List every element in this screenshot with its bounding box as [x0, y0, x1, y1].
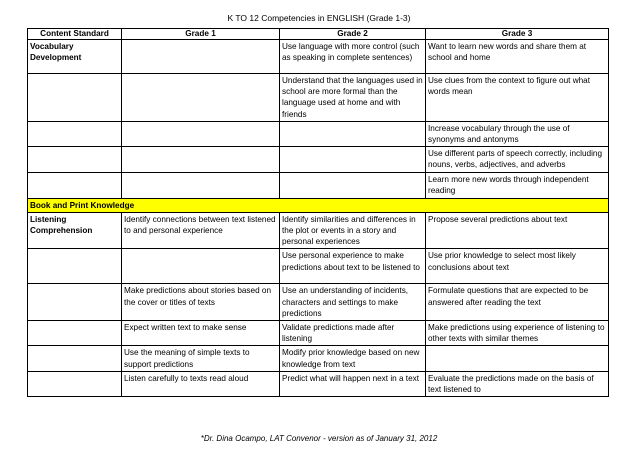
grade2-cell: Identify similarities and differences in the plot or events in a story and personal experiences	[280, 212, 426, 249]
header-content-standard: Content Standard	[28, 29, 122, 40]
grade2-cell: Understand that the languages used in school are more formal than the language used at home and with friends	[280, 74, 426, 122]
row-label	[28, 321, 122, 346]
grade3-cell: Propose several predictions about text	[426, 212, 609, 249]
row-label	[28, 74, 122, 122]
grade2-cell: Validate predictions made after listening	[280, 321, 426, 346]
table-row	[28, 121, 609, 146]
grade1-cell	[122, 74, 280, 122]
row-label	[28, 147, 122, 173]
row-label: Listening Comprehension	[28, 212, 122, 249]
grade3-cell: Use clues from the context to figure out what words mean	[426, 74, 609, 122]
grade1-cell	[122, 173, 280, 198]
grade3-cell: Evaluate the predictions made on the basis of text listened to	[426, 371, 609, 396]
grade2-cell	[280, 147, 426, 173]
grade1-cell	[122, 40, 280, 74]
table-row	[28, 346, 609, 371]
grade2-cell: Use personal experience to make predictions about text to be listened to	[280, 249, 426, 284]
grade3-cell	[426, 346, 609, 371]
section-header-row	[28, 198, 609, 212]
grade3-cell: Learn more new words through independent reading	[426, 173, 609, 198]
grade1-cell: Listen carefully to texts read aloud	[122, 371, 280, 396]
table-row	[28, 74, 609, 122]
grade1-cell	[122, 121, 280, 146]
header-grade-1: Grade 1	[122, 29, 280, 40]
document-title: K TO 12 Competencies in ENGLISH (Grade 1-3)	[227, 13, 411, 23]
grade2-cell	[280, 173, 426, 198]
grade2-cell: Use an understanding of incidents, characters and settings to make predictions	[280, 284, 426, 321]
grade1-cell	[122, 249, 280, 284]
table-row	[28, 371, 609, 396]
grade3-cell: Make predictions using experience of listening to other texts with similar themes	[426, 321, 609, 346]
footer-note: *Dr. Dina Ocampo, LAT Convenor - version as of January 31, 2012	[200, 434, 438, 443]
grade2-cell: Predict what will happen next in a text	[280, 371, 426, 396]
table-row	[28, 284, 609, 321]
table-row	[28, 321, 609, 346]
header-grade-3: Grade 3	[426, 29, 609, 40]
competencies-table	[27, 28, 609, 397]
row-label	[28, 173, 122, 198]
row-label	[28, 371, 122, 396]
header-row	[28, 29, 609, 40]
grade1-cell: Use the meaning of simple texts to support predictions	[122, 346, 280, 371]
grade3-cell: Want to learn new words and share them at school and home	[426, 40, 609, 74]
section-title: Book and Print Knowledge	[28, 198, 609, 212]
grade3-cell: Use prior knowledge to select most likely conclusions about text	[426, 249, 609, 284]
row-label	[28, 284, 122, 321]
table-row	[28, 40, 609, 74]
grade3-cell: Increase vocabulary through the use of synonyms and antonyms	[426, 121, 609, 146]
grade3-cell: Formulate questions that are expected to be answered after reading the text	[426, 284, 609, 321]
grade1-cell: Make predictions about stories based on the cover or titles of texts	[122, 284, 280, 321]
row-label: Vocabulary Development	[28, 40, 122, 74]
grade1-cell: Identify connections between text listened to and personal experience	[122, 212, 280, 249]
grade3-cell: Use different parts of speech correctly, including nouns, verbs, adjectives, and adverbs	[426, 147, 609, 173]
grade1-cell	[122, 147, 280, 173]
table-row	[28, 147, 609, 173]
row-label	[28, 346, 122, 371]
grade2-cell	[280, 121, 426, 146]
row-label	[28, 121, 122, 146]
header-grade-2: Grade 2	[280, 29, 426, 40]
grade2-cell: Use language with more control (such as speaking in complete sentences)	[280, 40, 426, 74]
row-label	[28, 249, 122, 284]
table-row	[28, 249, 609, 284]
table-row	[28, 212, 609, 249]
table-row	[28, 173, 609, 198]
grade2-cell: Modify prior knowledge based on new knowledge from text	[280, 346, 426, 371]
grade1-cell: Expect written text to make sense	[122, 321, 280, 346]
